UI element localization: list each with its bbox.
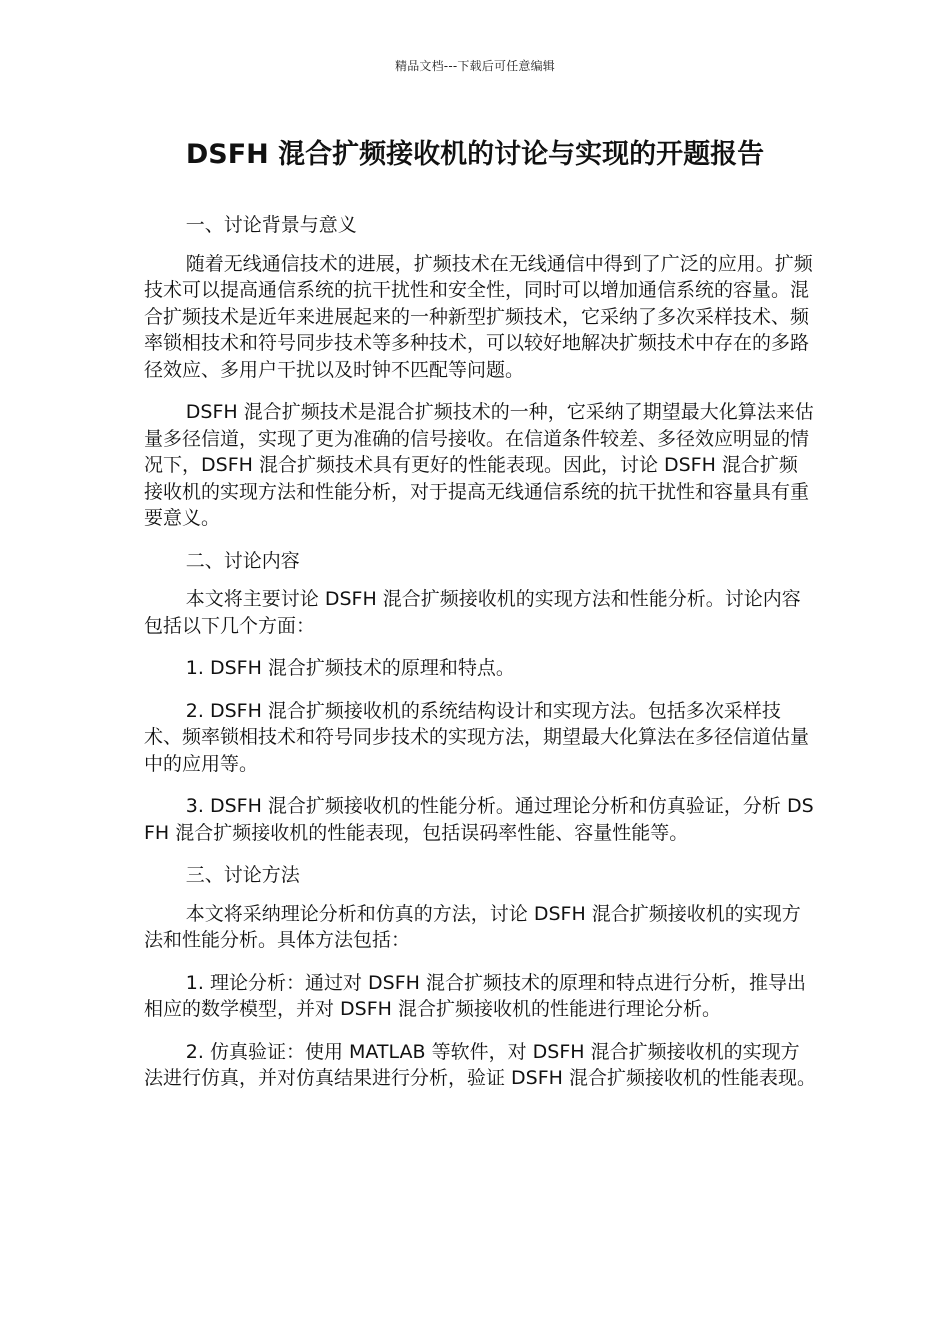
paragraph-background-2: DSFH 混合扩频技术是混合扩频技术的一种，它采纳了期望最大化算法来估量多径信道，实现了更为准确的信号接收。在信道条件较差、多径效应明显的情况下，DSFH 混合扩频技术具有更好的性能表现。因此，讨论 DSFH 混合扩频接收机的实现方法和性能分析，对于提高无线通信系统的抗干扰性和容量具有重要意义。	[144, 401, 814, 529]
section-heading-content: 二、讨论内容	[185, 549, 300, 572]
document-body	[144, 212, 816, 1108]
paragraph-methods-intro: 本文将采纳理论分析和仿真的方法，讨论 DSFH 混合扩频接收机的实现方法和性能分析。具体方法包括：	[144, 902, 801, 951]
header-note: 精品文档---下载后可任意编辑	[395, 59, 555, 73]
list-item-methods-1: 1. 理论分析：通过对 DSFH 混合扩频技术的原理和特点进行分析，推导出相应的数学模型，并对 DSFH 混合扩频接收机的性能进行理论分析。	[144, 971, 806, 1020]
paragraph-background-1: 随着无线通信技术的进展，扩频技术在无线通信中得到了广泛的应用。扩频技术可以提高通信系统的抗干扰性和安全性，同时可以增加通信系统的容量。混合扩频技术是近年来进展起来的一种新型扩频技术，它采纳了多次采样技术、频率锁相技术和符号同步技术等多种技术，可以较好地解决扩频技术中存在的多路径效应、多用户干扰以及时钟不匹配等问题。	[144, 252, 813, 381]
list-item-content-2: 2. DSFH 混合扩频接收机的系统结构设计和实现方法。包括多次采样技术、频率锁相技术和符号同步技术的实现方法，期望最大化算法在多径信道估量中的应用等。	[144, 699, 810, 775]
section-heading-methods: 三、讨论方法	[185, 864, 300, 886]
document-title: DSFH 混合扩频接收机的讨论与实现的开题报告	[185, 139, 765, 170]
list-item-content-1: 1. DSFH 混合扩频技术的原理和特点。	[185, 657, 515, 679]
paragraph-content-intro: 本文将主要讨论 DSFH 混合扩频接收机的实现方法和性能分析。讨论内容包括以下几个方面：	[144, 588, 801, 637]
list-item-methods-2: 2. 仿真验证：使用 MATLAB 等软件，对 DSFH 混合扩频接收机的实现方法进行仿真，并对仿真结果进行分析，验证 DSFH 混合扩频接收机的性能表现。	[144, 1040, 816, 1089]
section-heading-background: 一、讨论背景与意义	[185, 214, 357, 236]
list-item-content-3: 3. DSFH 混合扩频接收机的性能分析。通过理论分析和仿真验证，分析 DSFH 混合扩频接收机的性能表现，包括误码率性能、容量性能等。	[144, 795, 814, 844]
